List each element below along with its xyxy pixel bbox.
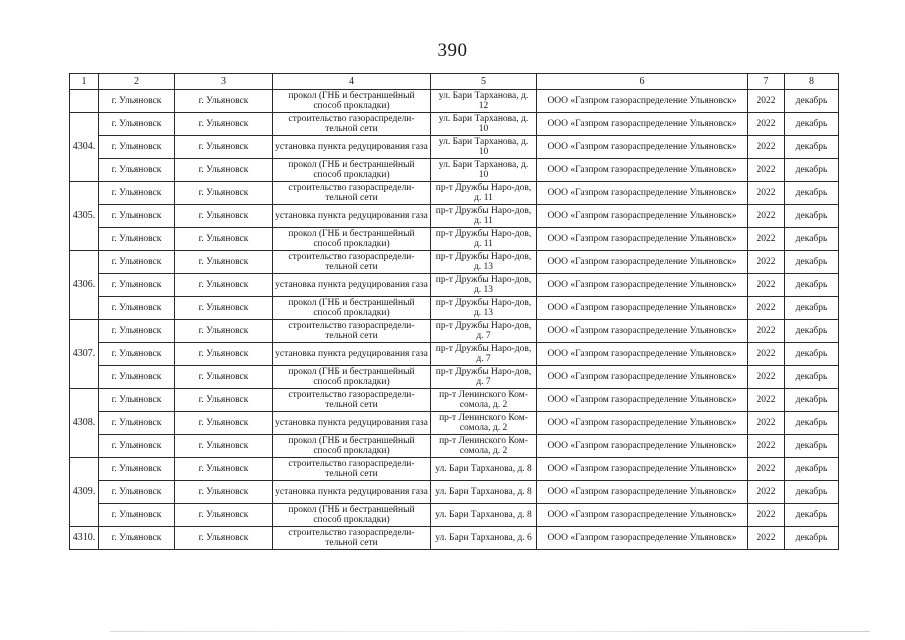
year-cell: 2022 [748, 90, 785, 113]
year-cell: 2022 [748, 320, 785, 343]
table-row [70, 228, 839, 251]
work-type-cell: прокол (ГНБ и бестраншейный способ прокладки) [273, 228, 431, 251]
work-type-cell: установка пункта редуцирования газа [273, 205, 431, 228]
locality-cell: г. Ульяновск [99, 481, 175, 504]
header-row [70, 74, 839, 90]
object-number: 4307. [70, 320, 99, 389]
organization-cell: ООО «Газпром газораспределение Ульяновск» [537, 366, 748, 389]
scan-artifact-line [110, 631, 870, 632]
work-type-cell: прокол (ГНБ и бестраншейный способ прокладки) [273, 159, 431, 182]
work-type-cell: прокол (ГНБ и бестраншейный способ прокладки) [273, 435, 431, 458]
work-type-cell: строительство газораспредели-тельной сети [273, 182, 431, 205]
table-row [70, 389, 839, 412]
organization-cell: ООО «Газпром газораспределение Ульяновск» [537, 481, 748, 504]
district-cell: г. Ульяновск [175, 90, 273, 113]
locality-cell: г. Ульяновск [99, 435, 175, 458]
district-cell: г. Ульяновск [175, 251, 273, 274]
district-cell: г. Ульяновск [175, 159, 273, 182]
table-row [70, 274, 839, 297]
organization-cell: ООО «Газпром газораспределение Ульяновск» [537, 228, 748, 251]
locality-cell: г. Ульяновск [99, 504, 175, 527]
column-header: 3 [175, 74, 273, 90]
month-cell: декабрь [785, 389, 839, 412]
locality-cell: г. Ульяновск [99, 182, 175, 205]
organization-cell: ООО «Газпром газораспределение Ульяновск» [537, 251, 748, 274]
table-row [70, 412, 839, 435]
month-cell: декабрь [785, 527, 839, 550]
work-type-cell: установка пункта редуцирования газа [273, 412, 431, 435]
column-header: 4 [273, 74, 431, 90]
district-cell: г. Ульяновск [175, 527, 273, 550]
district-cell: г. Ульяновск [175, 205, 273, 228]
locality-cell: г. Ульяновск [99, 274, 175, 297]
table-row [70, 504, 839, 527]
month-cell: декабрь [785, 458, 839, 481]
address-cell: ул. Бари Тарханова, д. 6 [431, 527, 537, 550]
page-number: 390 [437, 40, 468, 61]
work-type-cell: строительство газораспредели-тельной сети [273, 320, 431, 343]
work-type-cell: строительство газораспредели-тельной сети [273, 527, 431, 550]
locality-cell: г. Ульяновск [99, 228, 175, 251]
locality-cell: г. Ульяновск [99, 90, 175, 113]
address-cell: ул. Бари Тарханова, д. 10 [431, 159, 537, 182]
object-number [70, 90, 99, 113]
year-cell: 2022 [748, 527, 785, 550]
year-cell: 2022 [748, 113, 785, 136]
month-cell: декабрь [785, 136, 839, 159]
month-cell: декабрь [785, 251, 839, 274]
object-number: 4306. [70, 251, 99, 320]
year-cell: 2022 [748, 504, 785, 527]
address-cell: пр-т Дружбы Наро-дов, д. 11 [431, 228, 537, 251]
column-header: 5 [431, 74, 537, 90]
district-cell: г. Ульяновск [175, 389, 273, 412]
table-row [70, 136, 839, 159]
address-cell: ул. Бари Тарханова, д. 8 [431, 504, 537, 527]
locality-cell: г. Ульяновск [99, 389, 175, 412]
object-number: 4310. [70, 527, 99, 550]
table-row [70, 182, 839, 205]
table-row [70, 481, 839, 504]
organization-cell: ООО «Газпром газораспределение Ульяновск» [537, 343, 748, 366]
organization-cell: ООО «Газпром газораспределение Ульяновск» [537, 504, 748, 527]
work-type-cell: строительство газораспредели-тельной сети [273, 251, 431, 274]
address-cell: пр-т Дружбы Наро-дов, д. 11 [431, 182, 537, 205]
month-cell: декабрь [785, 297, 839, 320]
address-cell: пр-т Ленинского Ком-сомола, д. 2 [431, 389, 537, 412]
locality-cell: г. Ульяновск [99, 136, 175, 159]
month-cell: декабрь [785, 159, 839, 182]
organization-cell: ООО «Газпром газораспределение Ульяновск» [537, 182, 748, 205]
address-cell: ул. Бари Тарханова, д. 12 [431, 90, 537, 113]
district-cell: г. Ульяновск [175, 435, 273, 458]
work-type-cell: строительство газораспредели-тельной сети [273, 458, 431, 481]
district-cell: г. Ульяновск [175, 481, 273, 504]
organization-cell: ООО «Газпром газораспределение Ульяновск» [537, 113, 748, 136]
address-cell: пр-т Дружбы Наро-дов, д. 7 [431, 320, 537, 343]
month-cell: декабрь [785, 412, 839, 435]
organization-cell: ООО «Газпром газораспределение Ульяновск» [537, 389, 748, 412]
work-type-cell: прокол (ГНБ и бестраншейный способ прокладки) [273, 90, 431, 113]
month-cell: декабрь [785, 205, 839, 228]
work-type-cell: прокол (ГНБ и бестраншейный способ прокладки) [273, 504, 431, 527]
district-cell: г. Ульяновск [175, 136, 273, 159]
locality-cell: г. Ульяновск [99, 343, 175, 366]
address-cell: пр-т Ленинского Ком-сомола, д. 2 [431, 412, 537, 435]
district-cell: г. Ульяновск [175, 343, 273, 366]
locality-cell: г. Ульяновск [99, 113, 175, 136]
work-type-cell: установка пункта редуцирования газа [273, 136, 431, 159]
month-cell: декабрь [785, 228, 839, 251]
organization-cell: ООО «Газпром газораспределение Ульяновск» [537, 412, 748, 435]
organization-cell: ООО «Газпром газораспределение Ульяновск» [537, 320, 748, 343]
year-cell: 2022 [748, 481, 785, 504]
month-cell: декабрь [785, 182, 839, 205]
address-cell: пр-т Дружбы Наро-дов, д. 13 [431, 274, 537, 297]
address-cell: пр-т Дружбы Наро-дов, д. 7 [431, 366, 537, 389]
organization-cell: ООО «Газпром газораспределение Ульяновск» [537, 205, 748, 228]
locality-cell: г. Ульяновск [99, 412, 175, 435]
table-row [70, 343, 839, 366]
column-header: 2 [99, 74, 175, 90]
district-cell: г. Ульяновск [175, 504, 273, 527]
organization-cell: ООО «Газпром газораспределение Ульяновск» [537, 527, 748, 550]
organization-cell: ООО «Газпром газораспределение Ульяновск» [537, 458, 748, 481]
year-cell: 2022 [748, 251, 785, 274]
month-cell: декабрь [785, 274, 839, 297]
month-cell: декабрь [785, 90, 839, 113]
locality-cell: г. Ульяновск [99, 251, 175, 274]
organization-cell: ООО «Газпром газораспределение Ульяновск» [537, 435, 748, 458]
month-cell: декабрь [785, 366, 839, 389]
work-type-cell: строительство газораспредели-тельной сети [273, 389, 431, 412]
year-cell: 2022 [748, 412, 785, 435]
district-cell: г. Ульяновск [175, 458, 273, 481]
address-cell: ул. Бари Тарханова, д. 10 [431, 113, 537, 136]
work-type-cell: прокол (ГНБ и бестраншейный способ прокладки) [273, 366, 431, 389]
object-number: 4309. [70, 458, 99, 527]
column-header: 6 [537, 74, 748, 90]
table-row [70, 251, 839, 274]
locality-cell: г. Ульяновск [99, 366, 175, 389]
organization-cell: ООО «Газпром газораспределение Ульяновск» [537, 274, 748, 297]
address-cell: ул. Бари Тарханова, д. 8 [431, 458, 537, 481]
work-type-cell: установка пункта редуцирования газа [273, 481, 431, 504]
year-cell: 2022 [748, 228, 785, 251]
organization-cell: ООО «Газпром газораспределение Ульяновск» [537, 297, 748, 320]
address-cell: пр-т Дружбы Наро-дов, д. 13 [431, 297, 537, 320]
registry-table [69, 73, 839, 550]
district-cell: г. Ульяновск [175, 274, 273, 297]
address-cell: пр-т Ленинского Ком-сомола, д. 2 [431, 435, 537, 458]
table-row [70, 366, 839, 389]
object-number: 4304. [70, 113, 99, 182]
work-type-cell: прокол (ГНБ и бестраншейный способ прокладки) [273, 297, 431, 320]
locality-cell: г. Ульяновск [99, 159, 175, 182]
year-cell: 2022 [748, 389, 785, 412]
district-cell: г. Ульяновск [175, 228, 273, 251]
address-cell: ул. Бари Тарханова, д. 10 [431, 136, 537, 159]
locality-cell: г. Ульяновск [99, 320, 175, 343]
month-cell: декабрь [785, 113, 839, 136]
table-row [70, 159, 839, 182]
month-cell: декабрь [785, 481, 839, 504]
table-row [70, 90, 839, 113]
table-row [70, 435, 839, 458]
year-cell: 2022 [748, 343, 785, 366]
table-row [70, 527, 839, 550]
district-cell: г. Ульяновск [175, 297, 273, 320]
column-header: 7 [748, 74, 785, 90]
table-row [70, 320, 839, 343]
table-row [70, 205, 839, 228]
address-cell: пр-т Дружбы Наро-дов, д. 11 [431, 205, 537, 228]
locality-cell: г. Ульяновск [99, 297, 175, 320]
column-header: 1 [70, 74, 99, 90]
work-type-cell: строительство газораспредели-тельной сети [273, 113, 431, 136]
organization-cell: ООО «Газпром газораспределение Ульяновск» [537, 159, 748, 182]
year-cell: 2022 [748, 274, 785, 297]
work-type-cell: установка пункта редуцирования газа [273, 343, 431, 366]
year-cell: 2022 [748, 136, 785, 159]
district-cell: г. Ульяновск [175, 182, 273, 205]
table-row [70, 113, 839, 136]
month-cell: декабрь [785, 320, 839, 343]
month-cell: декабрь [785, 435, 839, 458]
object-number: 4305. [70, 182, 99, 251]
address-cell: пр-т Дружбы Наро-дов, д. 13 [431, 251, 537, 274]
year-cell: 2022 [748, 435, 785, 458]
district-cell: г. Ульяновск [175, 113, 273, 136]
organization-cell: ООО «Газпром газораспределение Ульяновск» [537, 136, 748, 159]
table-row [70, 458, 839, 481]
year-cell: 2022 [748, 366, 785, 389]
organization-cell: ООО «Газпром газораспределение Ульяновск» [537, 90, 748, 113]
address-cell: пр-т Дружбы Наро-дов, д. 7 [431, 343, 537, 366]
locality-cell: г. Ульяновск [99, 458, 175, 481]
district-cell: г. Ульяновск [175, 320, 273, 343]
year-cell: 2022 [748, 159, 785, 182]
month-cell: декабрь [785, 504, 839, 527]
address-cell: ул. Бари Тарханова, д. 8 [431, 481, 537, 504]
table-body [70, 90, 839, 550]
locality-cell: г. Ульяновск [99, 527, 175, 550]
year-cell: 2022 [748, 297, 785, 320]
district-cell: г. Ульяновск [175, 412, 273, 435]
month-cell: декабрь [785, 343, 839, 366]
district-cell: г. Ульяновск [175, 366, 273, 389]
locality-cell: г. Ульяновск [99, 205, 175, 228]
work-type-cell: установка пункта редуцирования газа [273, 274, 431, 297]
column-header: 8 [785, 74, 839, 90]
year-cell: 2022 [748, 182, 785, 205]
object-number: 4308. [70, 389, 99, 458]
year-cell: 2022 [748, 205, 785, 228]
table-row [70, 297, 839, 320]
year-cell: 2022 [748, 458, 785, 481]
